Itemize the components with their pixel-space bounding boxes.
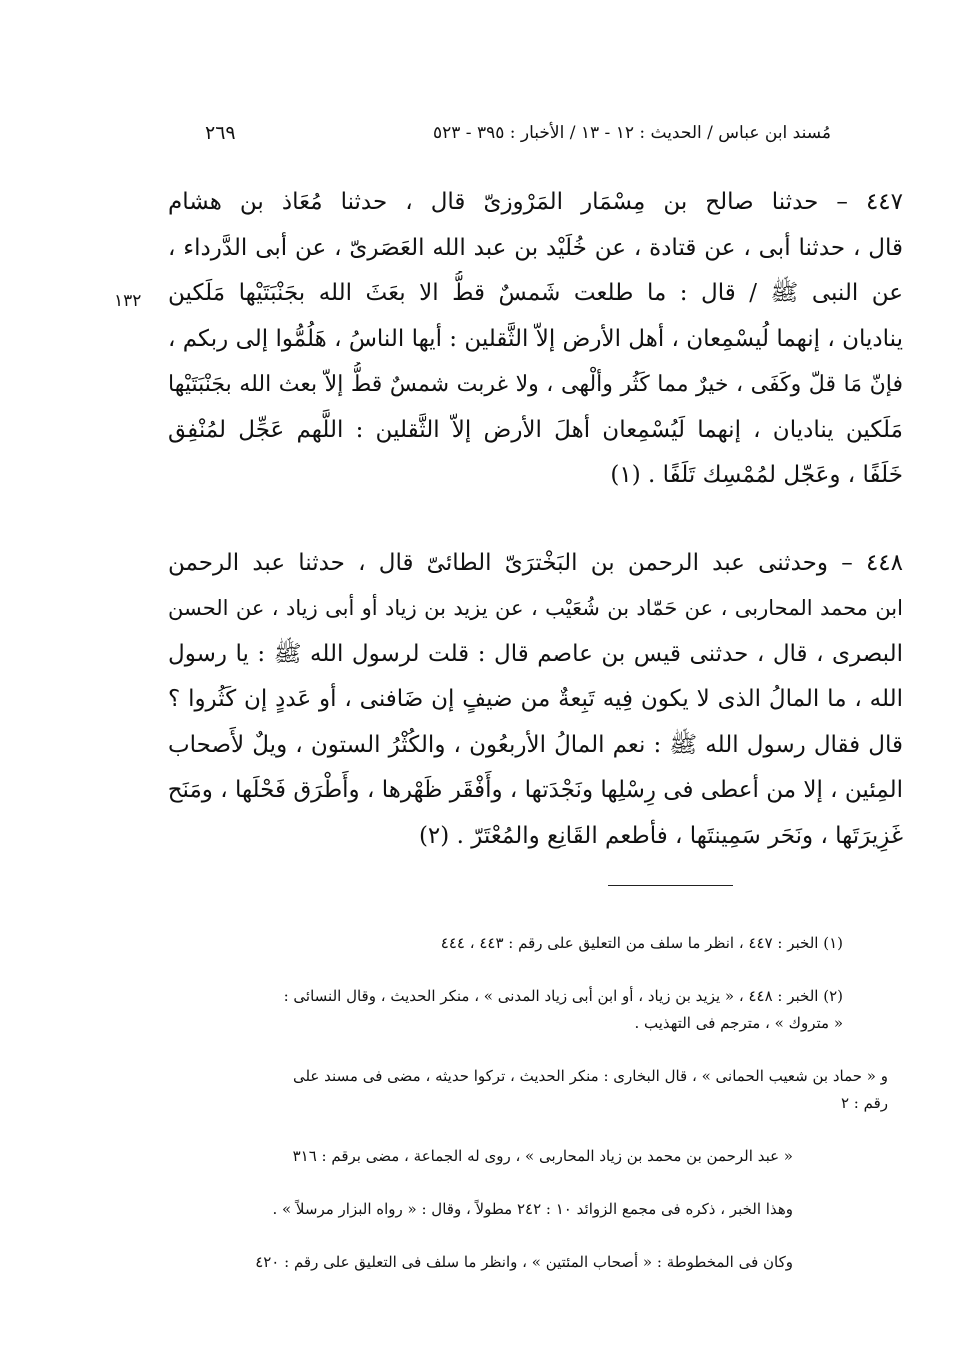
text-line: خَلَفًا ، وعَجّل لمُمْسِك تَلَفًا . (١) — [610, 462, 903, 488]
text-line: غَزِيرَتَها ، ونَحَر سَمِينتَها ، فأطعم القَانِع والمُعْتَرّ . (٢) — [418, 822, 903, 849]
footnote-2-source — [178, 1196, 888, 1223]
footnote-1 — [178, 930, 888, 957]
text-line: يناديان ، إنهما لُيسْمِعان ، أهل الأرض إلاّ الثَّقلين : أيها الناسُ ، هَلُمُّوا إلى ربكم ، — [168, 325, 903, 352]
text-line: ٤٤٨ – وحدثنى عبد الرحمن بن البَخْترَىّ الطائىّ قال ، حدثنا عبد الرحمن — [168, 549, 903, 576]
footnote-line: « متروك » ، مترجم فى التهذيب . — [634, 1014, 843, 1032]
footnote-2 — [178, 983, 888, 1037]
hadith-447 — [168, 180, 903, 499]
footnote-2-continued — [178, 1063, 888, 1117]
text-line: البصرى ، قال ، حدثنى قيس بن عاصم قال : قلت لرسول الله ﷺ : يا رسول — [168, 640, 903, 667]
margin-page-reference: ١٣٢ — [114, 291, 142, 311]
page-header — [205, 118, 831, 148]
text-line: الله ، ما المالُ الذى لا يكون فِيه تَبِعةٌ من ضيفٍ إن ضَافنى ، أو عَددٍ إن كَثُروا ؟ — [168, 686, 903, 712]
footnote-line: و « حماد بن شعيب الحمانى » ، قال البخارى : منكر الحديث ، تركوا حديثه ، مضى فى مسند على — [292, 1067, 888, 1085]
text-line: قال ، حدثنا أبى ، عن قتادة ، عن خُلَيْد بن عبد الله العَصَرىّ ، عن أبى الدَّرداء ، — [168, 234, 903, 261]
paragraph-gap — [168, 499, 903, 541]
footnote-line: (١) الخبر : ٤٤٧ ، انظر ما سلف من التعليق على رقم : ٤٤٣ ، ٤٤٤ — [440, 934, 843, 952]
footnote-2-narrator — [178, 1143, 888, 1170]
running-title: مُسند ابن عباس / الحديث : ١٢ - ١٣ / الأخبار : ٣٩٥ - ٥٢٣ — [432, 123, 831, 143]
footnote-line: رقم : ٢ — [840, 1094, 888, 1112]
footnote-line: وكان فى المخطوطة : « أصحاب المئتين » ، وانظر ما سلف فى التعليق على رقم : ٤٢٠ — [255, 1253, 793, 1271]
footnote-line: وهذا الخبر ، ذكره فى مجمع الزوائد ١٠ : ٢٤٢ مطولاً ، وقال : « رواه البزار مرسلاً » . — [272, 1200, 793, 1218]
footnote-2-manuscript — [178, 1249, 888, 1276]
hadith-448 — [168, 541, 903, 860]
footnote-line: (٢) الخبر : ٤٤٨ ، « يزيد بن زياد ، أو ابن أبى زياد المدنى » ، منكر الحديث ، وقال النسائى : — [283, 987, 843, 1005]
page-number: ٢٦٩ — [205, 122, 236, 144]
text-line: فإنّ مَا قلّ وكَفَى ، خيرٌ مما كَثُر وألْهى ، ولا غربت شمسٌ قطُّ إلاّ بعث الله بجَنْبَتَيْها — [168, 372, 903, 397]
text-line: المِئين ، إلا من أعطى فى رِسْلِها ونَجْدَتها ، وأَفْقَر ظَهْرها ، وأَطْرَق فَحْلَها ، ومَنَح — [168, 777, 903, 803]
footnote-line: « عبد الرحمن بن محمد بن زياد المحاربى » ، روى له الجماعة ، مضى برقم : ٣١٦ — [292, 1147, 793, 1165]
text-line: عن النبى ﷺ / قال : ما طلعت شَمسٌ قطُّ الا بعَثَ الله بجَنْبَتَيْها مَلَكين — [168, 280, 903, 306]
text-line: ابن محمد المحاربى ، عن حَمّاد بن شُعَيْب ، عن يزيد بن زياد أو أبى زياد ، عن الحسن — [168, 596, 903, 620]
text-line: ٤٤٧ – حدثنا صالح بن مِسْمَار المَرْوزىّ قال ، حدثنا مُعَاذ بن هشام — [168, 189, 903, 215]
text-line: قال فقال رسول الله ﷺ : نعم المالُ الأربعُون ، والكُثْرُ الستون ، ويلٌ لأَصحاب — [168, 731, 903, 758]
footnotes — [178, 930, 888, 1302]
footnote-divider — [608, 885, 733, 886]
main-text — [168, 180, 903, 859]
text-line: مَلَكين يناديان ، إنهما لَيُسْمِعان أهلَ الأرض إلاّ الثَّقلين : اللَّهم عَجِّل لمُنْفِق — [168, 416, 903, 443]
